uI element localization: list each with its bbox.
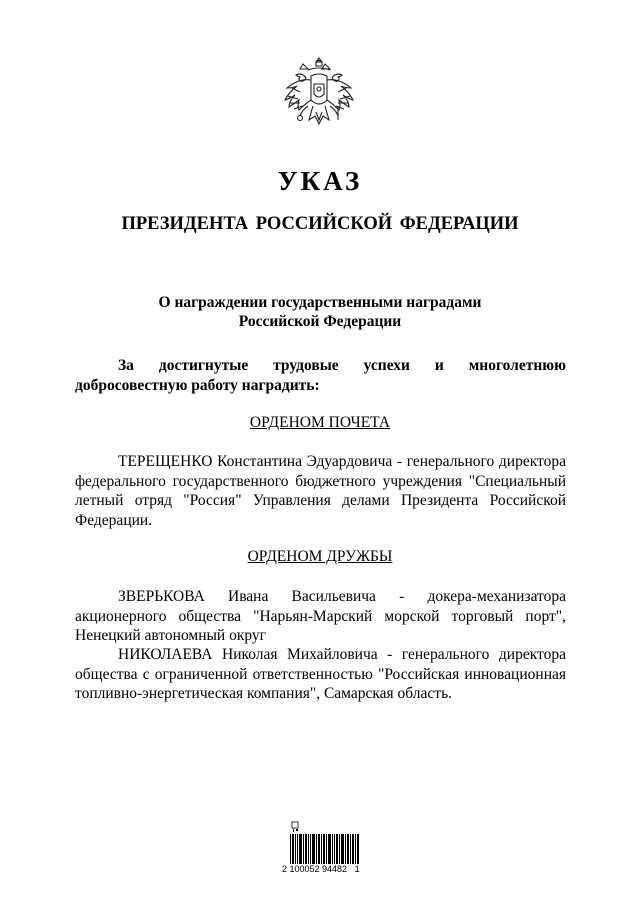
- document-title: УКАЗ: [277, 166, 363, 196]
- recipient-zverkov: ЗВЕРЬКОВА Ивана Васильевича - докера-механизатора акционерного общества "Нарьян-Марский морской торговый порт", Ненецкий автономный округ: [75, 588, 566, 644]
- recipient-nikolaev: НИКОЛАЕВА Николая Михайловича - генерального директора общества с ограниченной ответственностью "Российская инновационная топливно-энергетическая компания", Самарская область.: [75, 646, 566, 702]
- document-subtitle: ПРЕЗИДЕНТА РОССИЙСКОЙ ФЕДЕРАЦИИ: [121, 214, 519, 234]
- recipient-tereshchenko: ТЕРЕЩЕНКО Константина Эдуардовича - генерального директора федерального государственного бюджетного учреждения "Специальный летный отряд "Россия" Управления делами Президента Российской Федерации.: [75, 453, 566, 529]
- decree-heading-line-1: О награждении государственными наградами: [158, 294, 482, 311]
- decree-heading: [0, 293, 640, 331]
- order-title-friendship: ОРДЕНОМ ДРУЖБЫ: [247, 548, 393, 565]
- coat-of-arms-icon: [278, 56, 360, 142]
- barcode-number: 2 100052 94482 1: [282, 864, 360, 874]
- decree-intro: За достигнутые трудовые успехи и многолетнюю добросовестную работу наградить:: [75, 357, 566, 394]
- barcode-icon: [290, 818, 360, 868]
- order-title-honor: ОРДЕНОМ ПОЧЕТА: [249, 414, 391, 431]
- decree-heading-line-2: Российской Федерации: [238, 313, 402, 330]
